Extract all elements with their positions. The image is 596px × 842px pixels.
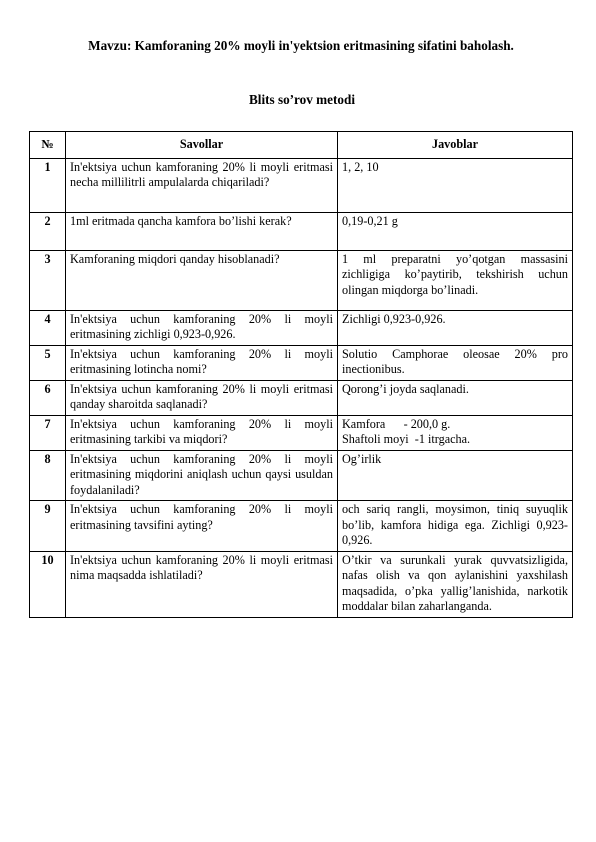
row-answer: 0,19-0,21 g: [338, 212, 573, 250]
table-row: [30, 551, 573, 617]
row-number: 3: [30, 250, 66, 310]
row-answer: Qorong’i joyda saqlanadi.: [338, 380, 573, 415]
table-row: [30, 310, 573, 345]
row-answer: 1 ml preparatni yo’qotgan massasini zichligiga ko’paytirib, tekshirish uchun olingan miqdorga bo’linadi.: [338, 250, 573, 310]
table-row: [30, 212, 573, 250]
row-answer: [338, 415, 573, 450]
row-question: 1ml eritmada qancha kamfora bo’lishi kerak?: [66, 212, 338, 250]
row-question: In'ektsiya uchun kamforaning 20% li moyli eritmasi qanday sharoitda saqlanadi?: [66, 380, 338, 415]
row-question: Kamforaning miqdori qanday hisoblanadi?: [66, 250, 338, 310]
row-question: In'ektsiya uchun kamforaning 20% li moyli eritmasining tavsifini ayting?: [66, 501, 338, 552]
row-question: In'ektsiya uchun kamforaning 20% li moyli eritmasining tarkibi va miqdori?: [66, 415, 338, 450]
row-answer: Solutio Camphorae oleosae 20% pro inectionibus.: [338, 345, 573, 380]
row-question: In'ektsiya uchun kamforaning 20% li moyli eritmasining lotincha nomi?: [66, 345, 338, 380]
header-number: №: [30, 132, 66, 159]
row-question: In'ektsiya uchun kamforaning 20% li moyli eritmasining zichligi 0,923-0,926.: [66, 310, 338, 345]
table-row: [30, 250, 573, 310]
page-subtitle: Blits so’rov metodi: [249, 92, 355, 107]
header-answers: Javoblar: [338, 132, 573, 159]
answer-line: Shaftoli moyi -1 itrgacha.: [342, 432, 471, 446]
page-title: Mavzu: Kamforaning 20% moyli in'yektsion eritmasining sifatini baholash.: [88, 38, 514, 53]
blits-table: [29, 131, 573, 618]
row-answer: O’tkir va surunkali yurak quvvatsizligida, nafas olish va qon aylanishini yaxshilash maqsadida, o’pka yallig’lanishida, narkotik moddalar bilan zaharlanganda.: [338, 551, 573, 617]
row-number: 7: [30, 415, 66, 450]
row-number: 10: [30, 551, 66, 617]
row-question: In'ektsiya uchun kamforaning 20% li moyli eritmasi nima maqsadda ishlatiladi?: [66, 551, 338, 617]
row-answer: 1, 2, 10: [338, 158, 573, 212]
row-number: 2: [30, 212, 66, 250]
table-row: [30, 158, 573, 212]
answer-line: Kamfora - 200,0 g.: [342, 416, 451, 431]
table-row: [30, 501, 573, 552]
row-question: In'ektsiya uchun kamforaning 20% li moyli eritmasi necha millilitrli ampulalarda chiqariladi?: [66, 158, 338, 212]
row-answer: Zichligi 0,923-0,926.: [338, 310, 573, 345]
row-answer: och sariq rangli, moysimon, tiniq suyuqlik bo’lib, kamfora hidiga ega. Zichligi 0,923-0,926.: [338, 501, 573, 552]
table-row: [30, 450, 573, 501]
row-number: 5: [30, 345, 66, 380]
table-row: [30, 380, 573, 415]
row-question: In'ektsiya uchun kamforaning 20% li moyli eritmasining miqdorini aniqlash uchun qaysi usuldan foydalaniladi?: [66, 450, 338, 501]
header-questions: Savollar: [66, 132, 338, 159]
table-row: [30, 345, 573, 380]
row-answer: Og’irlik: [338, 450, 573, 501]
row-number: 6: [30, 380, 66, 415]
row-number: 4: [30, 310, 66, 345]
table-header-row: [30, 132, 573, 159]
row-number: 9: [30, 501, 66, 552]
row-number: 1: [30, 158, 66, 212]
table-row: [30, 415, 573, 450]
row-number: 8: [30, 450, 66, 501]
